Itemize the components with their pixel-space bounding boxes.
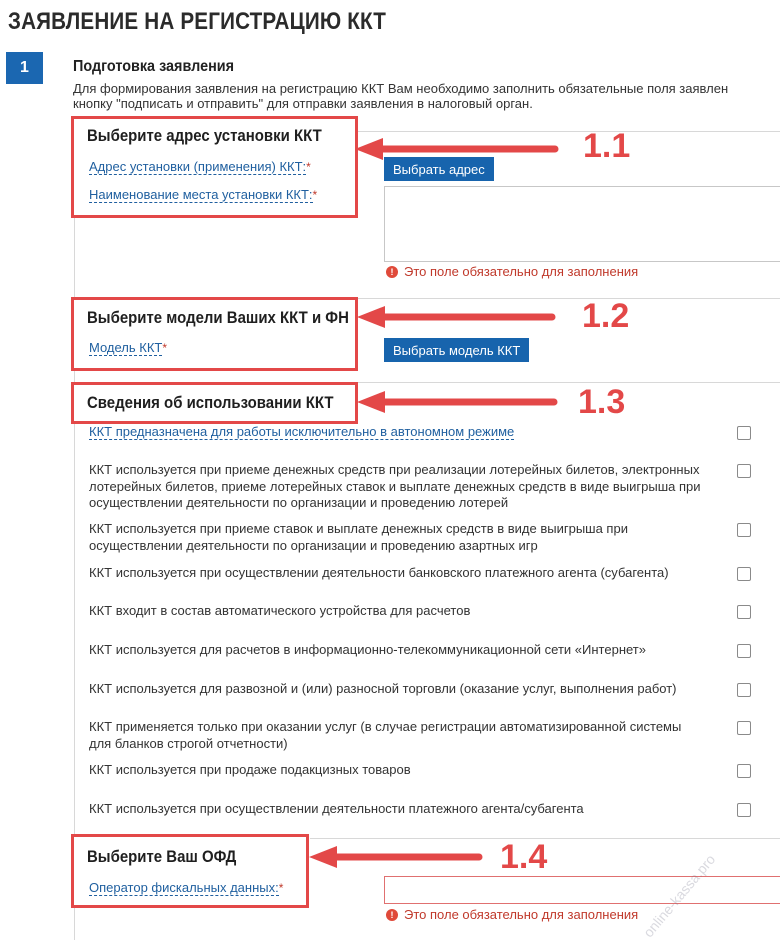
usage-option-bank-agent: ККТ используется при осуществлении деятельности банковского платежного агента (субагента): [89, 565, 669, 580]
usage-checkbox-delivery-trade[interactable]: [737, 683, 751, 697]
place-name-textarea[interactable]: [384, 186, 780, 262]
usage-checkbox-services[interactable]: [737, 721, 751, 735]
step-description-line-1: Для формирования заявления на регистрацию ККТ Вам необходимо заполнить обязательные поля заявлен: [73, 81, 729, 96]
usage-option-autonomous-label[interactable]: ККТ предназначена для работы исключительно в автономном режиме: [89, 424, 515, 439]
required-mark: *: [312, 188, 318, 202]
ofd-input[interactable]: [384, 876, 780, 904]
step-description-line-2: кнопку "подписать и отправить" для отправки заявления в налоговый орган.: [73, 96, 533, 111]
annotation-label-1-1: 1.1: [583, 127, 631, 165]
usage-option-delivery-trade: ККТ используется для развозной и (или) разносной торговли (оказание услуг, выполнения работ): [89, 681, 677, 696]
annotation-label-1-2: 1.2: [582, 297, 630, 335]
model-field-label[interactable]: Модель ККТ: [89, 340, 163, 355]
usage-option-autonomous: [89, 424, 729, 441]
required-mark: *: [278, 881, 284, 895]
exclamation-icon: !: [386, 909, 398, 921]
annotation-arrow-1-3: [357, 391, 559, 415]
divider: [355, 382, 780, 383]
models-section-heading: Выберите модели Ваших ККТ и ФН: [87, 308, 349, 327]
address-section-heading: Выберите адрес установки ККТ: [87, 126, 322, 145]
ofd-section-heading: Выберите Ваш ОФД: [87, 847, 237, 866]
operator-field-label[interactable]: Оператор фискальных данных:: [89, 880, 279, 895]
address-error-text: Это поле обязательно для заполнения: [404, 264, 639, 279]
ofd-error: [386, 907, 638, 922]
usage-option-lottery: ККТ используется при приеме денежных средств при реализации лотерейных билетов, электронных лотерейных билетов, приеме лотерейных ставок и выплате денежных средств в виде выигрыша при осуществлении деятельности по организации и проведению лотерей: [89, 462, 701, 510]
step-badge: 1: [6, 52, 43, 84]
usage-checkbox-lottery[interactable]: [737, 464, 751, 478]
usage-checkbox-excise[interactable]: [737, 764, 751, 778]
divider: [350, 131, 780, 132]
model-field-row: [89, 339, 167, 357]
annotation-arrow-1-4: [309, 846, 484, 870]
ofd-error-text: Это поле обязательно для заполнения: [404, 907, 639, 922]
usage-option-excise: ККТ используется при продаже подакцизных товаров: [89, 762, 411, 777]
address-field-row: [89, 158, 311, 176]
usage-option-payment-agent: ККТ используется при осуществлении деятельности платежного агента/субагента: [89, 801, 584, 816]
usage-checkbox-bank-agent[interactable]: [737, 567, 751, 581]
place-field-label[interactable]: Наименование места установки ККТ:: [89, 187, 313, 202]
usage-option-automatic-device: ККТ входит в состав автоматического устройства для расчетов: [89, 603, 471, 618]
required-mark: *: [162, 341, 168, 355]
required-mark: *: [306, 160, 311, 174]
address-field-label[interactable]: Адрес установки (применения) ККТ:: [89, 159, 307, 174]
choose-address-button[interactable]: Выбрать адрес: [384, 157, 494, 181]
annotation-arrow-1-2: [357, 306, 557, 330]
step-description: [73, 81, 780, 111]
content-left-border: [74, 120, 75, 940]
annotation-label-1-3: 1.3: [578, 383, 626, 421]
usage-checkbox-autonomous[interactable]: [737, 426, 751, 440]
usage-checkbox-payment-agent[interactable]: [737, 803, 751, 817]
step-title: Подготовка заявления: [73, 58, 235, 75]
watermark: online-kassa.pro: [640, 851, 719, 940]
operator-field-row: [89, 879, 283, 897]
exclamation-icon: !: [386, 266, 398, 278]
place-field-row: [89, 186, 317, 204]
page-title: ЗАЯВЛЕНИЕ НА РЕГИСТРАЦИЮ ККТ: [8, 8, 387, 35]
usage-option-internet: ККТ используется для расчетов в информационно-телекоммуникационной сети «Интернет»: [89, 642, 646, 657]
annotation-label-1-4: 1.4: [500, 838, 548, 876]
usage-section-heading: Сведения об использовании ККТ: [87, 393, 334, 412]
choose-model-button[interactable]: Выбрать модель ККТ: [384, 338, 529, 362]
usage-option-services: ККТ применяется только при оказании услуг (в случае регистрации автоматизированной системы для бланков строгой отчетности): [89, 719, 682, 751]
divider: [355, 298, 780, 299]
usage-checkbox-internet[interactable]: [737, 644, 751, 658]
usage-checkbox-automatic-device[interactable]: [737, 605, 751, 619]
usage-option-gambling: ККТ используется при приеме ставок и выплате денежных средств в виде выигрыша при осуществлении деятельности по организации и проведению азартных игр: [89, 521, 628, 553]
usage-checkbox-gambling[interactable]: [737, 523, 751, 537]
annotation-arrow-1-1: [355, 138, 560, 162]
address-error: [386, 264, 638, 279]
